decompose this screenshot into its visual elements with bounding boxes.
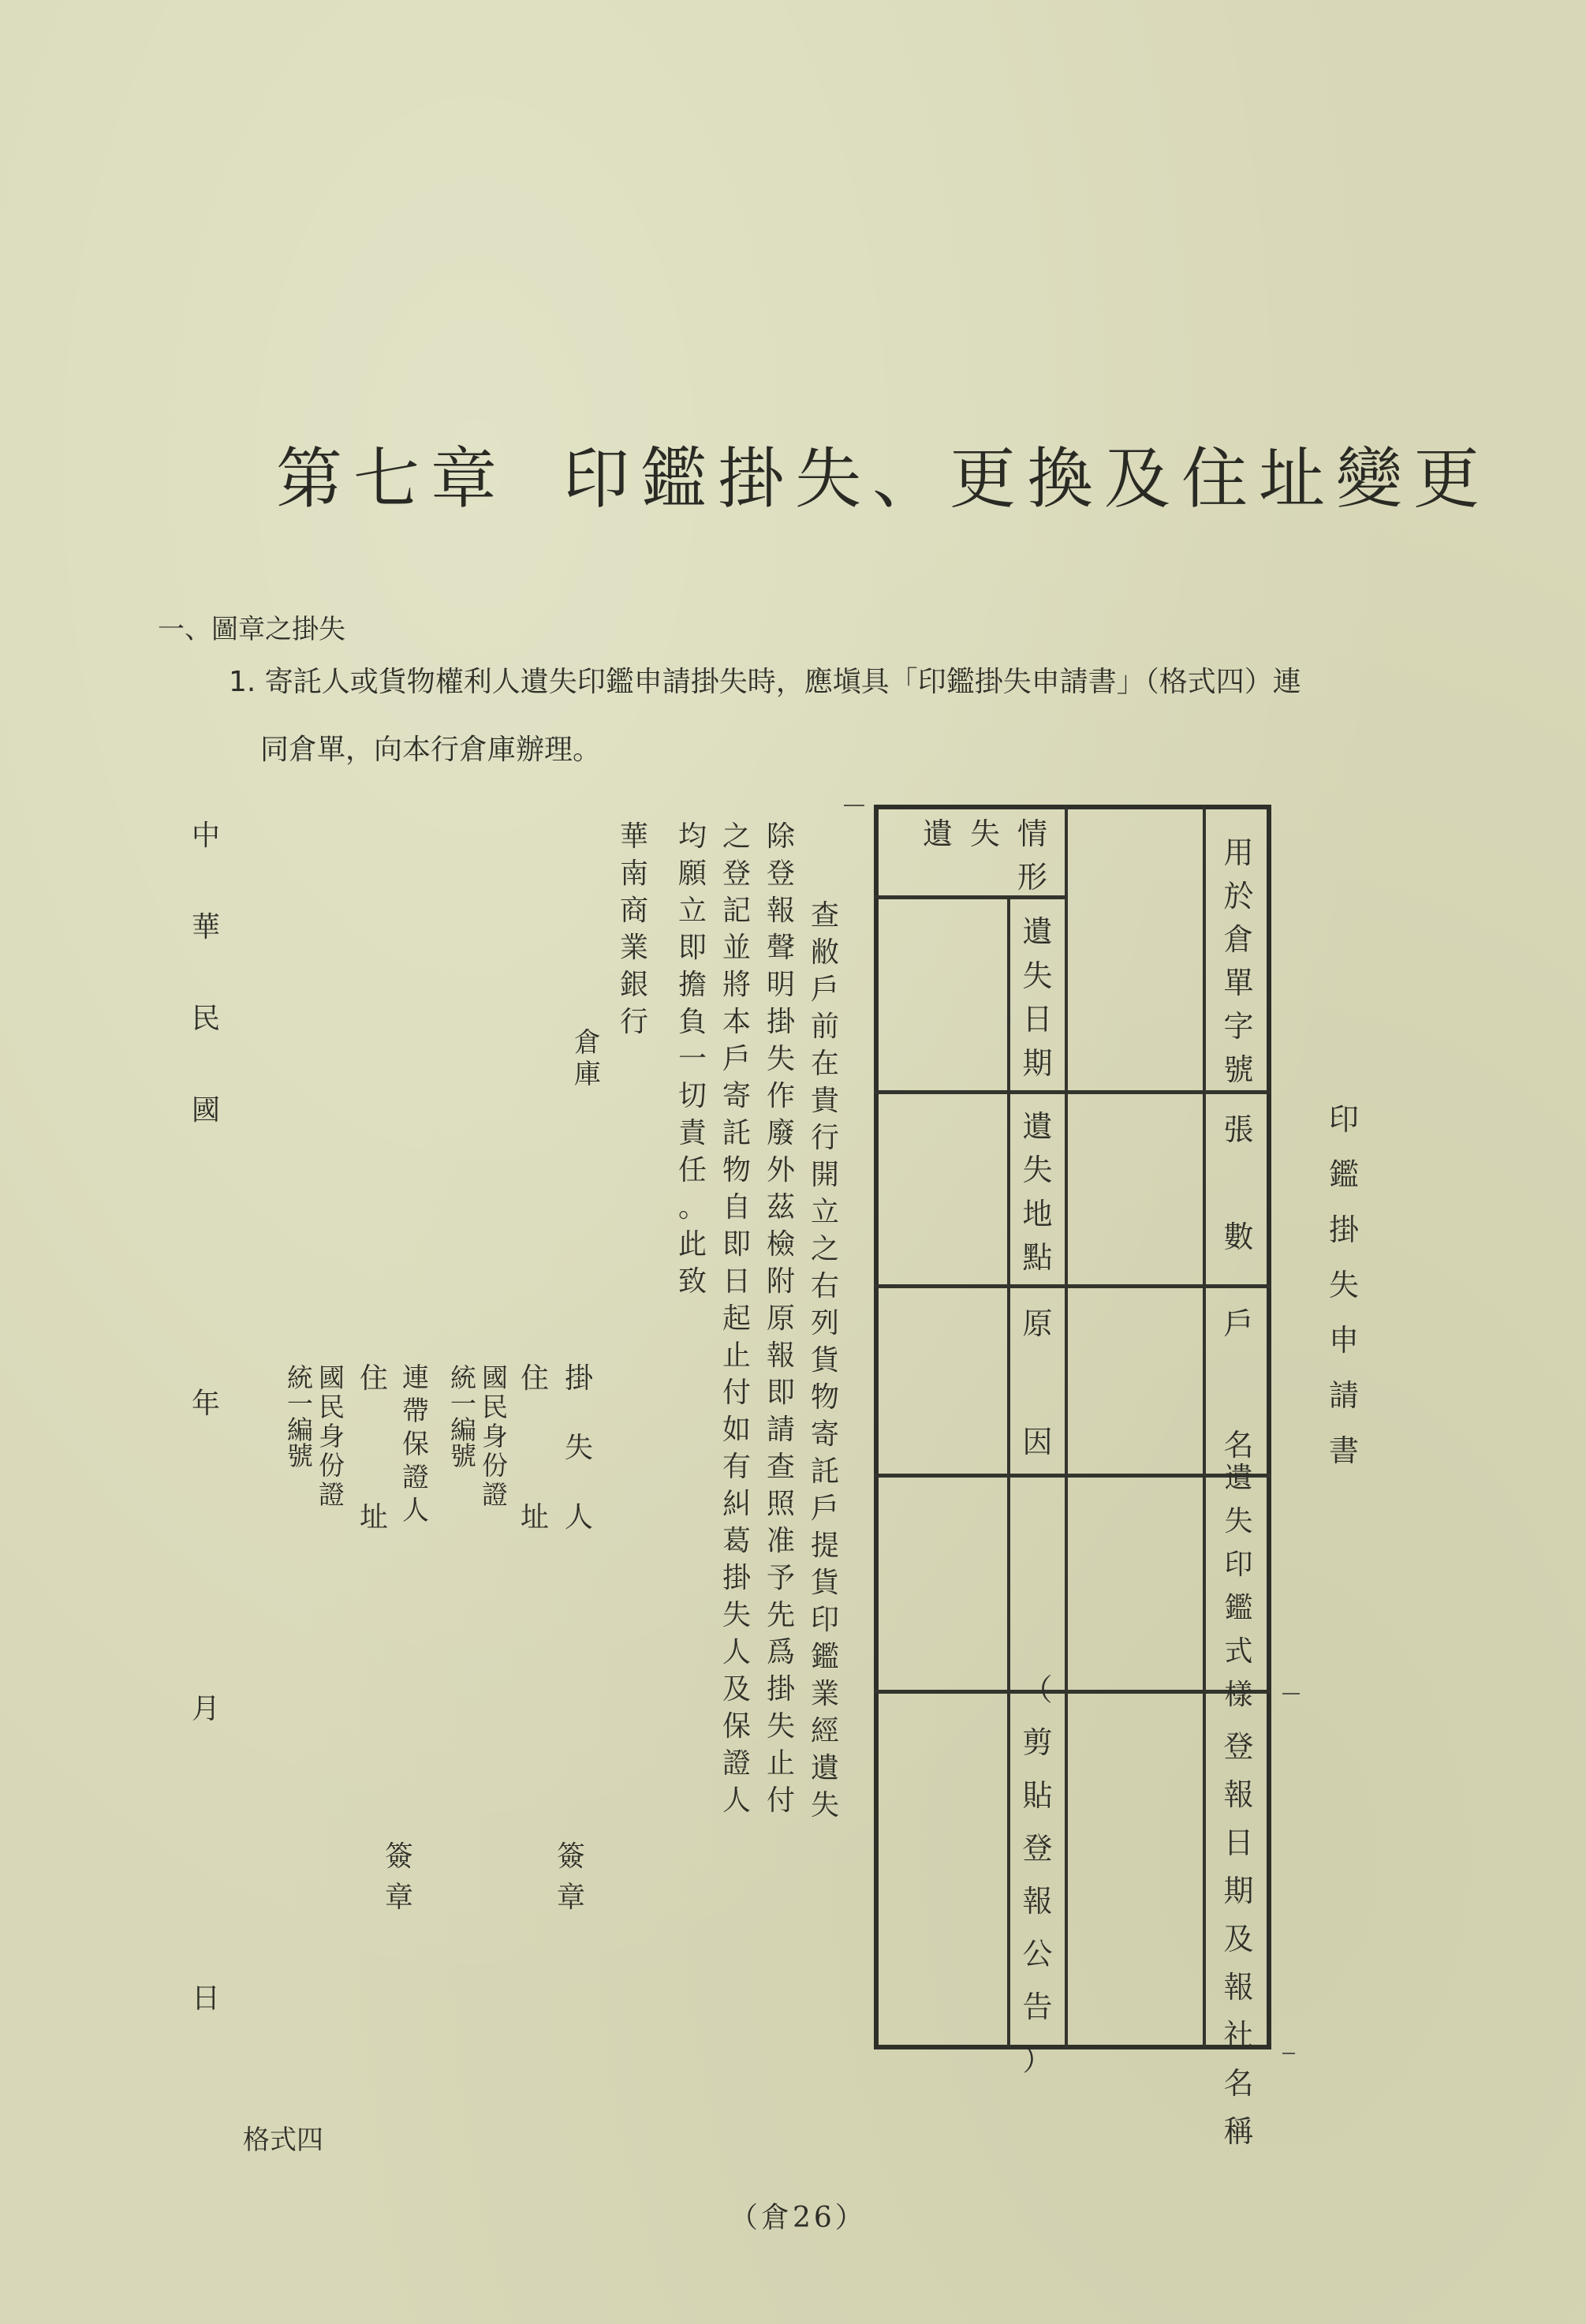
instruction-line-2: 同倉單，向本行倉庫辦理。 (260, 734, 602, 766)
form-number: 格式四 (243, 2124, 323, 2156)
loss-header (879, 809, 1065, 895)
field-loss-location[interactable] (879, 1094, 1007, 1284)
cut-mark (1282, 1693, 1300, 1694)
label-warehouse-receipt-no: 用 於 倉 單 字 號 (1223, 835, 1254, 1087)
label-loss-location: 遺 失 地 點 (1022, 1109, 1053, 1275)
date-day-label: 日 (191, 1982, 220, 2015)
applicant-id-label (446, 1362, 517, 1538)
field-loss-date[interactable] (879, 899, 1007, 1090)
cut-mark (1282, 2053, 1295, 2054)
body-column-2: 除 登 報 聲 明 掛 失 作 廢 外 茲 檢 附 原 報 即 請 查 照 准 予 先 爲 掛 失 止 付 (767, 820, 796, 1817)
field-warehouse-receipt-no[interactable] (1068, 809, 1203, 1090)
warehouse-label: 倉 庫 (574, 1027, 601, 1090)
date-era-label: 中 華 民 國 (191, 820, 220, 1127)
field-newspaper-date-name[interactable] (1068, 1694, 1203, 2049)
bank-name: 華 南 商 業 銀 行 (620, 820, 649, 1038)
label-sheet-count: 張 數 (1223, 1112, 1254, 1254)
label-paste-newspaper-notice: （ 剪 貼 登 報 公 告 ） (1022, 1672, 1053, 2077)
date-year-label: 年 (191, 1388, 220, 1420)
form-title: 印 鑑 掛 失 申 請 書 (1329, 1102, 1360, 1468)
label-newspaper-date-name: 登 報 日 期 及 報 社 名 稱 (1223, 1729, 1254, 2149)
date-line (186, 822, 233, 2037)
applicant-unified-no-label: 統 一 編 號 (450, 1362, 476, 1471)
guarantor-signature-field[interactable] (347, 1546, 434, 1830)
guarantor-seal-label: 簽 章 (385, 1840, 414, 1914)
applicant-national-id-label: 國 民 身 份 證 (482, 1362, 508, 1510)
body-column-4: 均 願 立 即 擔 負 一 切 責 任 。 此 致 (678, 820, 707, 1298)
body-column-3: 之 登 記 並 將 本 戶 寄 託 物 自 即 日 起 止 付 如 有 糾 葛 掛 失 人 及 保 證 人 (722, 820, 752, 1817)
applicant-signature-field[interactable] (513, 1546, 599, 1830)
label-loss-date: 遺 失 日 期 (1022, 914, 1053, 1081)
chapter-title (276, 426, 1491, 521)
label-lost-seal-sample: 遺 失 印 鑑 式 樣 (1224, 1461, 1253, 1711)
page-number: （倉26） (730, 2202, 867, 2234)
field-loss-reason[interactable] (879, 1288, 1007, 1474)
guarantor-id-label (282, 1362, 353, 1538)
loss-header-text: 遺失情形 (922, 816, 1065, 895)
guarantor-label: 連 帶 保 證 人 (402, 1362, 429, 1526)
field-sheet-count[interactable] (1068, 1094, 1203, 1284)
applicant-address-label: 住 址 (521, 1362, 550, 1534)
applicant-seal-label: 簽 章 (557, 1840, 586, 1914)
chapter-title-text: 印鑑掛失、更換及住址變更 (563, 440, 1491, 517)
body-column-1: 查 敝 戶 前 在 貴 行 開 立 之 右 列 貨 物 寄 託 戶 提 貨 印 鑑 業 經 遺 失 (811, 899, 840, 1821)
field-lost-seal-sample[interactable] (1068, 1478, 1203, 1690)
guarantor-address-label: 住 址 (360, 1362, 389, 1534)
applicant-label: 掛 失 人 (565, 1362, 594, 1534)
loss-application-table (874, 805, 1271, 2149)
field-blank-row[interactable] (879, 1478, 1007, 1690)
cut-mark (844, 805, 864, 806)
guarantor-unified-no-label: 統 一 編 號 (287, 1362, 313, 1471)
field-account-name[interactable] (1068, 1288, 1203, 1474)
instruction-line-1: 1. 寄託人或貨物權利人遺失印鑑申請掛失時，應塡具「印鑑掛失申請書」（格式四）連 (229, 666, 1301, 698)
section-heading: 一、圖章之掛失 (158, 614, 345, 645)
chapter-number: 第七章 (276, 440, 509, 517)
date-month-label: 月 (191, 1693, 220, 1725)
guarantor-national-id-label: 國 民 身 份 證 (319, 1362, 345, 1510)
label-loss-reason: 原 因 (1022, 1306, 1053, 1459)
label-account-name: 戶 名 (1223, 1306, 1254, 1463)
instruction-paragraph (229, 648, 1506, 784)
field-newspaper-clipping[interactable] (879, 1694, 1007, 2049)
